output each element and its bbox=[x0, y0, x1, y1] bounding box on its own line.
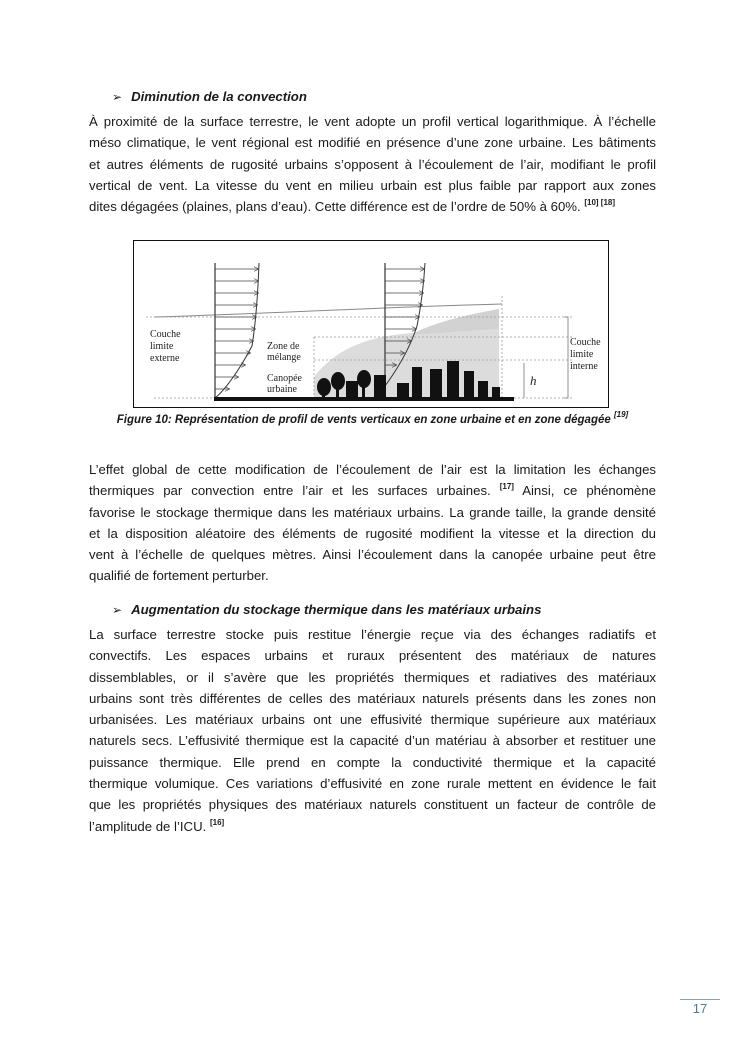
text-line: urbains sont très différentes de celles des matériaux naturels présents dans les zones non bbox=[89, 690, 656, 706]
section-heading-convection bbox=[112, 89, 307, 104]
caption-text: Figure 10: Représentation de profil de vents verticaux en zone urbaine et en zone dégagée bbox=[116, 414, 611, 426]
citation: [17] bbox=[499, 482, 514, 492]
text-line: vertical de vent. La vitesse du vent en milieu urbain est plus faible par rapport aux zones bbox=[89, 177, 656, 193]
paragraph-convection bbox=[89, 111, 656, 217]
text-line: que les propriétés physiques des matériaux naturels constituent un facteur de contrôle de bbox=[89, 797, 656, 813]
paragraph-thermal-storage bbox=[89, 624, 656, 837]
heading-text: Diminution de la convection bbox=[131, 89, 307, 104]
text-line: et autres éléments de rugosité urbains s’opposent à l’écoulement de l’air, modifiant le profil bbox=[89, 156, 656, 172]
wind-profile-diagram bbox=[134, 241, 608, 407]
page-number-rule bbox=[680, 999, 720, 1000]
text-line: vent à l’échelle de quelques mètres. Ainsi l’écoulement dans la canopée urbaine peut être bbox=[89, 547, 656, 563]
text-line: naturels secs. L’effusivité thermique est la capacité d’un matériau à absorber et restituer une bbox=[89, 733, 656, 749]
text-line: méso climatique, le vent régional est modifié en présence d’une zone urbaine. Les bâtiments bbox=[89, 135, 656, 151]
text-line-content: thermiques par convection entre l’air et les surfaces urbaines. bbox=[89, 483, 491, 499]
label-urban-canopy: Canopée urbaine bbox=[267, 373, 302, 395]
bracket bbox=[564, 317, 568, 398]
page-number: 17 bbox=[692, 1001, 708, 1016]
text-line: thermique volumique. Ces variations d’effusivité en zone rurale mettent en évidence le fait bbox=[89, 776, 656, 792]
text-line bbox=[89, 816, 656, 837]
figure-wind-profiles bbox=[133, 240, 609, 408]
text-line: convectifs. Les espaces urbains et ruraux présentent des matériaux de natures bbox=[89, 648, 656, 664]
text-line bbox=[89, 480, 656, 501]
boundary-curve bbox=[154, 304, 502, 317]
heading-text: Augmentation du stockage thermique dans les matériaux urbains bbox=[131, 602, 542, 617]
section-heading-thermal-storage bbox=[112, 602, 541, 617]
text-line-content: l’amplitude de l’ICU. bbox=[89, 818, 207, 834]
text-line: puissance thermique. Elle prend en compte la conductivité thermique et la capacité bbox=[89, 754, 656, 770]
label-boundary-external: Couche limite externe bbox=[150, 329, 181, 364]
text-line: et la disposition aléatoire des éléments de rugosité modifient la vitesse et la direction du bbox=[89, 525, 656, 541]
label-mixing-zone: Zone de mélange bbox=[267, 341, 301, 363]
figure-caption bbox=[89, 410, 656, 426]
text-line: À proximité de la surface terrestre, le vent adopte un profil vertical logarithmique. À l’échelle bbox=[89, 114, 656, 129]
text-line: favorise le stockage thermique dans les matériaux urbains. La grande taille, la grande densité bbox=[89, 504, 656, 520]
text-line-tail: Ainsi, ce phénomène bbox=[522, 483, 656, 499]
text-line: qualifié de fortement perturber. bbox=[89, 568, 269, 584]
label-boundary-internal: Couche limite interne bbox=[570, 337, 601, 372]
text-line-content: dites dégagées (plaines, plans d’eau). Cette différence est de l’ordre de 50% à 60%. bbox=[89, 199, 581, 215]
text-line: La surface terrestre stocke puis restitue l’énergie reçue via des échanges radiatifs et bbox=[89, 627, 656, 642]
citation: [16] bbox=[209, 817, 225, 827]
text-line: L’effet global de cette modification de l’écoulement de l’air est la limitation les échanges bbox=[89, 462, 656, 477]
citation: [10] [18] bbox=[584, 198, 616, 208]
paragraph-convection-effect bbox=[89, 459, 656, 587]
text-line: urbanisées. Les matériaux urbains ont une effusivité thermique supérieure aux matériaux bbox=[89, 712, 656, 728]
citation: [19] bbox=[613, 410, 629, 419]
arrow-bullet-icon: ➢ bbox=[112, 90, 123, 104]
text-line bbox=[89, 196, 656, 217]
rural-wind-profile bbox=[215, 263, 259, 398]
text-line: dissemblables, or il s’avère que les propriétés thermiques et radiatives des matériaux bbox=[89, 669, 656, 685]
arrow-bullet-icon: ➢ bbox=[112, 603, 123, 617]
label-height: h bbox=[530, 373, 537, 388]
